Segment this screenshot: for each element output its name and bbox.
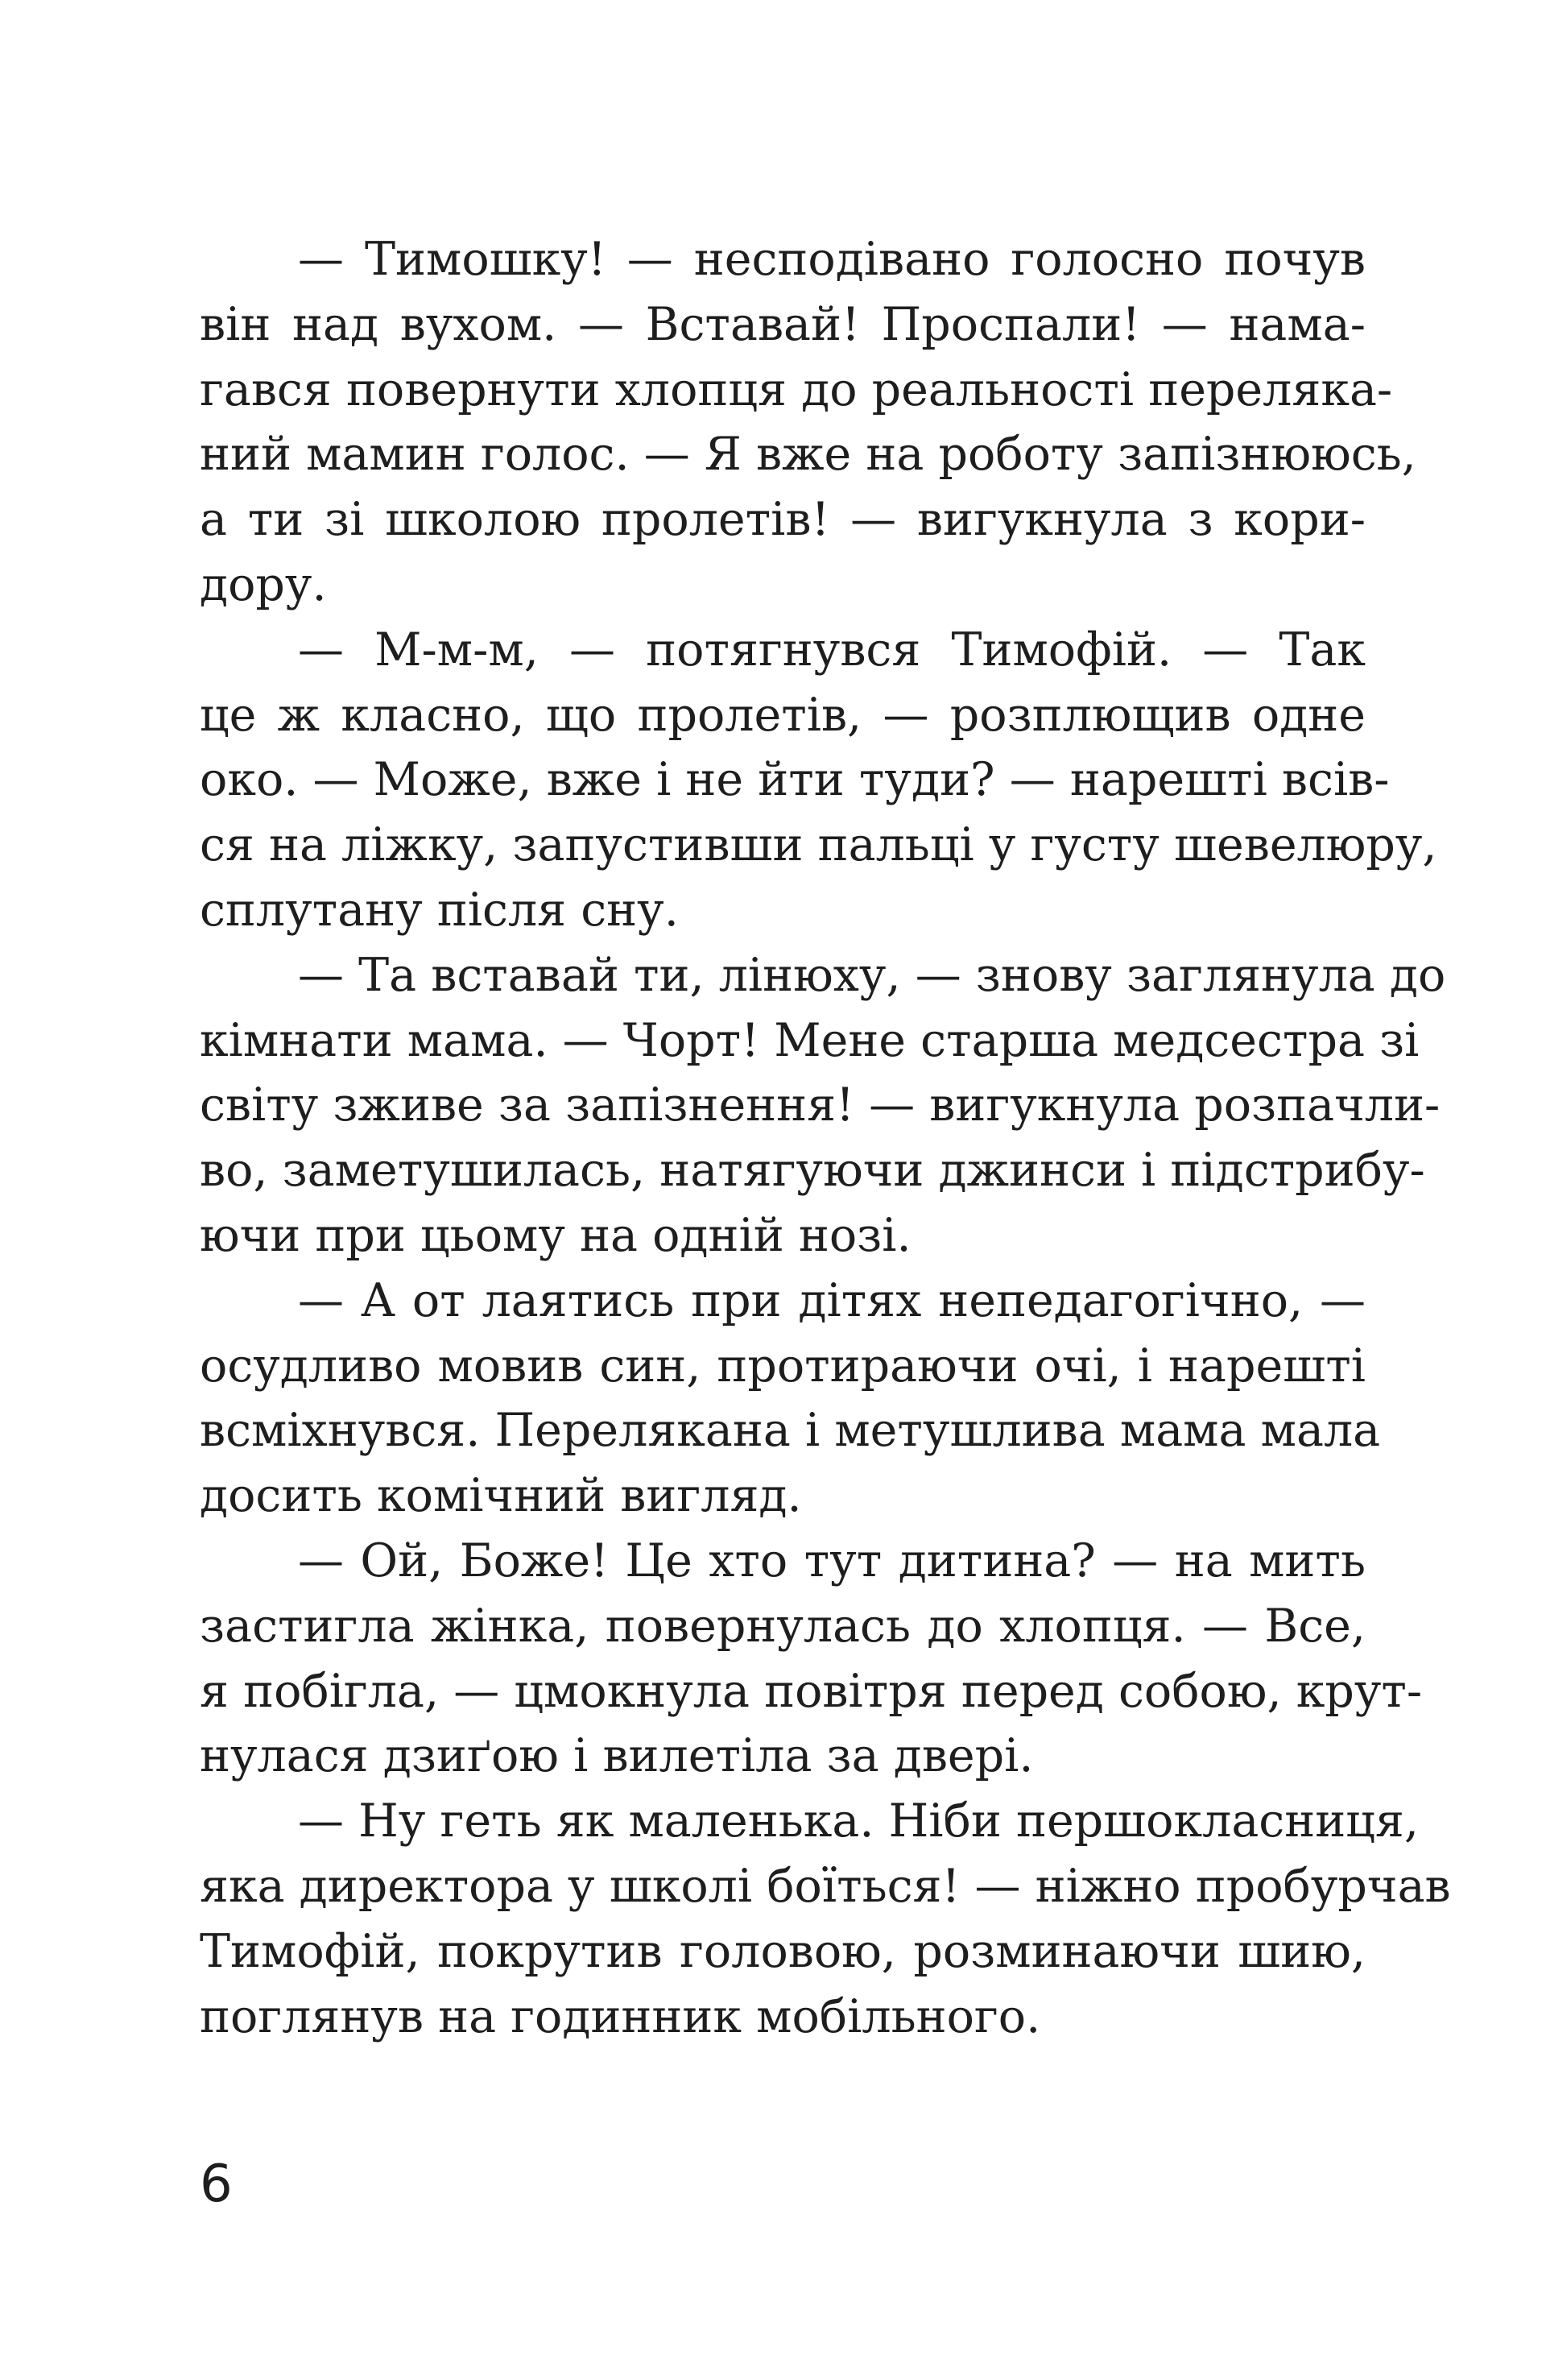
text-line: він над вухом. — Вставай! Проспали! — нама- <box>200 297 1366 351</box>
text-line: світу зживе за запізнення! — вигукнула розпачли- <box>200 1078 1441 1132</box>
body-text <box>200 227 1451 2049</box>
text-line: осудливо мовив син, протираючи очі, і нарешті <box>200 1339 1366 1393</box>
text-line: кімнати мама. — Чорт! Мене старша медсестра зі <box>200 1013 1420 1067</box>
text-line: ючи при цьому на одній нозі. <box>200 1208 911 1262</box>
text-line: сплутану після сну. <box>200 883 679 937</box>
text-line: нулася дзиґою і вилетіла за двері. <box>200 1729 1034 1783</box>
text-line: — А от лаятись при дітях непедагогічно, — <box>298 1273 1366 1327</box>
text-line: ся на ліжку, запустивши пальці у густу шевелюру, <box>200 818 1437 872</box>
text-line: досить комічний вигляд. <box>200 1469 802 1523</box>
page-number: 6 <box>200 2154 233 2214</box>
text-line: ний мамин голос. — Я вже на роботу запізнююсь, <box>200 428 1416 482</box>
text-line: — Ну геть як маленька. Ніби першокласниця, <box>298 1794 1419 1848</box>
text-line: Тимофій, покрутив головою, розминаючи шию, <box>200 1924 1366 1978</box>
text-line: я побігла, — цмокнула повітря перед собою, крут- <box>200 1664 1423 1718</box>
text-line: поглянув на годинник мобільного. <box>200 1989 1041 2043</box>
text-line: це ж класно, що пролетів, — розплющив одне <box>200 688 1366 742</box>
text-line: — Ой, Боже! Це хто тут дитина? — на мить <box>298 1534 1366 1587</box>
text-line: во, заметушилась, натягуючи джинси і підстрибу- <box>200 1144 1425 1198</box>
text-line: — М-м-м, — потягнувся Тимофій. — Так <box>298 623 1366 677</box>
text-line: а ти зі школою пролетів! — вигукнула з кори- <box>200 493 1366 547</box>
text-line: — Тимошку! — несподівано голосно почув <box>298 233 1366 286</box>
text-line: око. — Може, вже і не йти туди? — нарешті всів- <box>200 753 1390 807</box>
text-line: гався повернути хлопця до реальності переляка- <box>200 362 1393 416</box>
text-line: застигла жінка, повернулась до хлопця. — Все, <box>200 1599 1366 1653</box>
text-line: яка директора у школі боїться! — ніжно пробурчав <box>200 1859 1451 1913</box>
text-line: — Та вставай ти, лінюху, — знову заглянула до <box>298 948 1446 1002</box>
text-line: всміхнувся. Перелякана і метушлива мама мала <box>200 1404 1381 1458</box>
text-line: дору. <box>200 557 327 611</box>
